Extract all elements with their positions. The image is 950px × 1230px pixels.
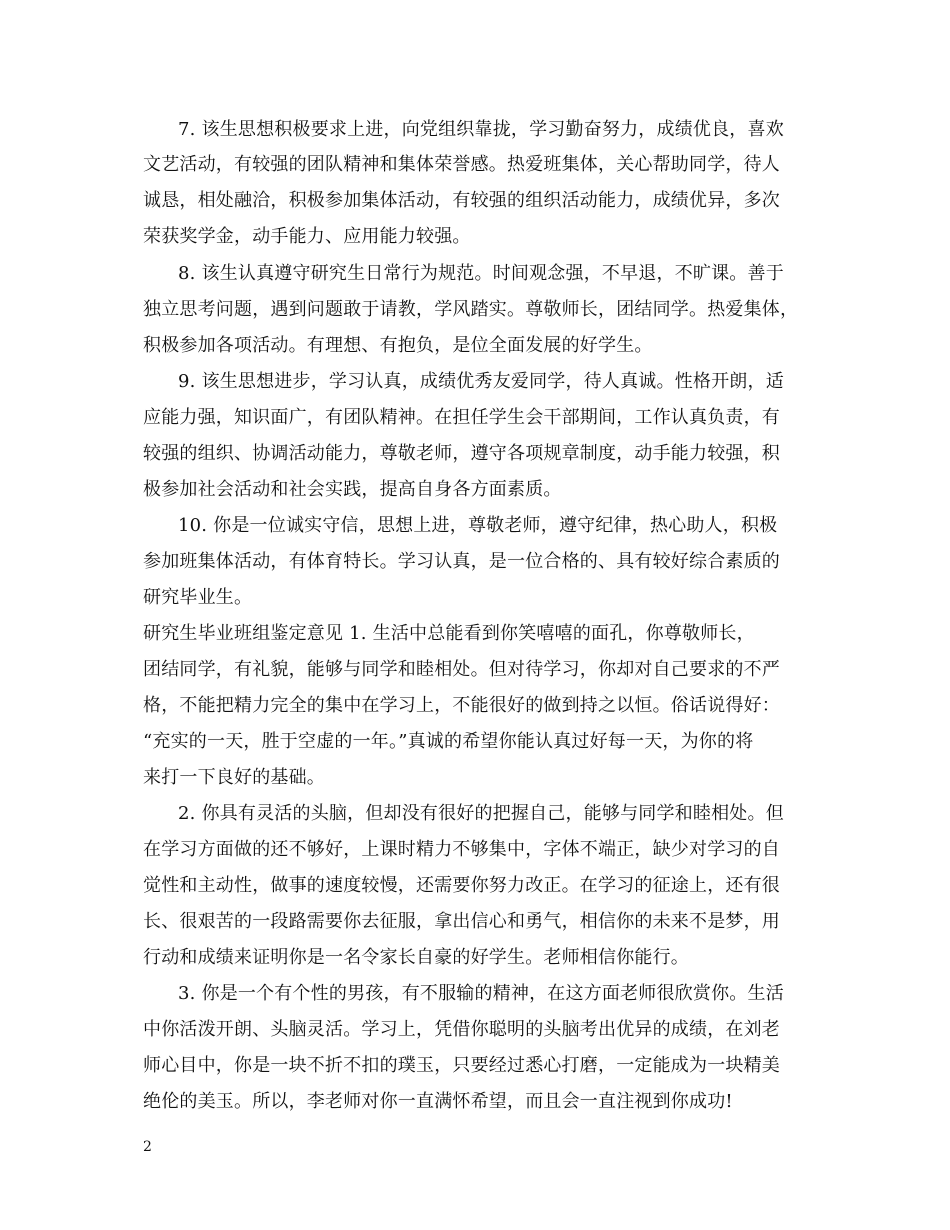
paragraph-8-line-2: 独立思考问题，遇到问题敢于请教，学风踏实。尊敬师长，团结同学。热爱集体，	[143, 299, 799, 320]
item-1-line-5: 来打一下良好的基础。	[143, 767, 325, 788]
paragraph-10-line-1: 10. 你是一位诚实守信，思想上进，尊敬老师，遵守纪律，热心助人，积极	[178, 515, 778, 536]
paragraph-10-line-2: 参加班集体活动，有体育特长。学习认真，是一位合格的、具有较好综合素质的	[143, 551, 780, 572]
item-2-line-4: 长、很艰苦的一段路需要你去征服，拿出信心和勇气，相信你的未来不是梦，用	[143, 911, 780, 932]
item-2-line-1: 2. 你具有灵活的头脑，但却没有很好的把握自己，能够与同学和睦相处。但	[178, 803, 784, 824]
item-3-line-2: 中你活泼开朗、头脑灵活。学习上，凭借你聪明的头脑考出优异的成绩，在刘老	[143, 1019, 780, 1040]
paragraph-10-line-3: 研究毕业生。	[143, 587, 253, 608]
item-1-line-2: 团结同学，有礼貌，能够与同学和睦相处。但对待学习，你却对自己要求的不严	[143, 659, 780, 680]
page-number: 2	[143, 1139, 152, 1155]
paragraph-7-line-2: 文艺活动，有较强的团队精神和集体荣誉感。热爱班集体，关心帮助同学，待人	[143, 154, 780, 175]
paragraph-9-line-4: 极参加社会活动和社会实践，提高自身各方面素质。	[143, 479, 562, 500]
paragraph-7-line-3: 诚恳，相处融洽，积极参加集体活动，有较强的组织活动能力，成绩优异，多次	[143, 190, 780, 211]
item-3-line-3: 师心目中，你是一块不折不扣的璞玉，只要经过悉心打磨，一定能成为一块精美	[143, 1055, 780, 1076]
paragraph-7-line-4: 荣获奖学金，动手能力、应用能力较强。	[143, 226, 471, 247]
section-title-and-item-1-line-1: 研究生毕业班组鉴定意见 1. 生活中总能看到你笑嘻嘻的面孔，你尊敬师长，	[143, 623, 755, 644]
item-2-line-3: 觉性和主动性，做事的速度较慢，还需要你努力改正。在学习的征途上，还有很	[143, 875, 780, 896]
paragraph-8-line-1: 8. 该生认真遵守研究生日常行为规范。时间观念强，不早退，不旷课。善于	[178, 263, 784, 284]
item-2-line-5: 行动和成绩来证明你是一名令家长自豪的好学生。老师相信你能行。	[143, 947, 689, 968]
item-2-line-2: 在学习方面做的还不够好，上课时精力不够集中，字体不端正，缺少对学习的自	[143, 839, 780, 860]
paragraph-9-line-3: 较强的组织、协调活动能力，尊敬老师，遵守各项规章制度，动手能力较强，积	[143, 443, 780, 464]
item-1-line-4: “充实的一天，胜于空虚的一年。”真诚的希望你能认真过好每一天，为你的将	[143, 731, 754, 752]
item-3-line-1: 3. 你是一个有个性的男孩，有不服输的精神，在这方面老师很欣赏你。生活	[178, 983, 784, 1004]
paragraph-9-line-1: 9. 该生思想进步，学习认真，成绩优秀友爱同学，待人真诚。性格开朗，适	[178, 371, 784, 392]
item-1-line-3: 格，不能把精力完全的集中在学习上，不能很好的做到持之以恒。俗话说得好：	[143, 695, 780, 716]
paragraph-9-line-2: 应能力强，知识面广，有团队精神。在担任学生会干部期间，工作认真负责，有	[143, 407, 780, 428]
paragraph-7-line-1: 7. 该生思想积极要求上进，向党组织靠拢，学习勤奋努力，成绩优良，喜欢	[178, 119, 784, 140]
item-3-line-4: 绝伦的美玉。所以，李老师对你一直满怀希望，而且会一直注视到你成功!	[143, 1091, 733, 1112]
paragraph-8-line-3: 积极参加各项活动。有理想、有抱负，是位全面发展的好学生。	[143, 335, 653, 356]
